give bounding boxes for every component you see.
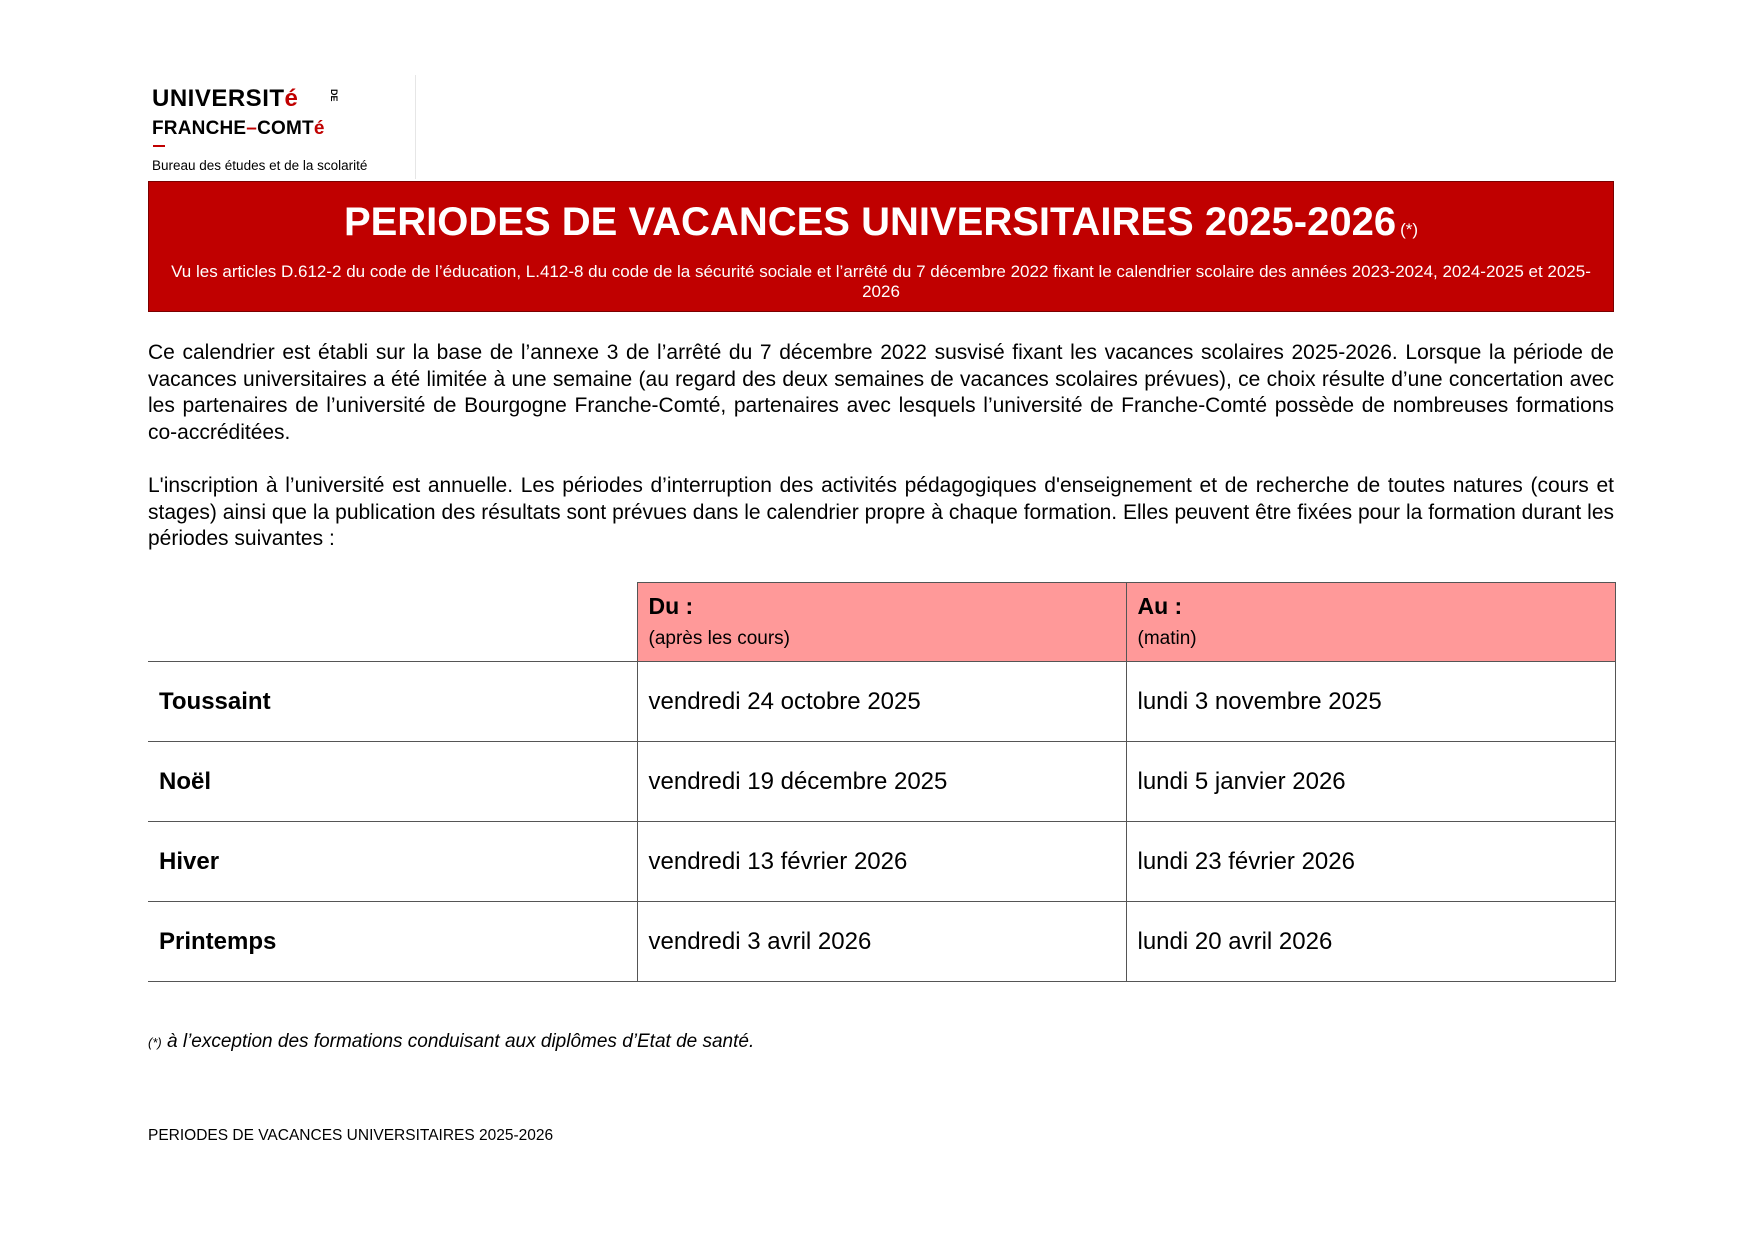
table-row xyxy=(148,662,1615,742)
header-from xyxy=(637,583,1126,662)
logo-line1-text: UNIVERSIT xyxy=(152,85,285,112)
period-to: lundi 5 janvier 2026 xyxy=(1126,742,1615,822)
logo-line2-text: FRANCHE xyxy=(152,118,247,139)
page-title xyxy=(149,198,1613,254)
table-row xyxy=(148,902,1615,982)
footnote-text: à l’exception des formations conduisant aux diplômes d’Etat de santé. xyxy=(161,1031,755,1052)
period-name: Hiver xyxy=(148,822,637,902)
footnote-marker: (*) xyxy=(148,1035,162,1050)
period-from: vendredi 19 décembre 2025 xyxy=(637,742,1126,822)
header-blank-cell xyxy=(148,583,637,662)
inscription-paragraph: L'inscription à l’université est annuelle. Les périodes d’interruption des activités pédagogiques d'enseignement et de recherche de toutes natures (cours et stages) ainsi que la publication des résultats sont prévues dans le calendrier propre à chaque formation. Elles peuvent être fixées pour la formation durant les périodes suivantes : xyxy=(148,474,1614,550)
header-to xyxy=(1126,583,1615,662)
header-from-note: (après les cours) xyxy=(648,628,790,649)
period-to: lundi 23 février 2026 xyxy=(1126,822,1615,902)
logo-red-dash xyxy=(153,145,165,147)
header-to-note: (matin) xyxy=(1137,628,1197,649)
logo-wordmark-universite xyxy=(152,87,298,111)
logo-line2-dash: – xyxy=(246,118,258,139)
logo-subtitle: Bureau des études et de la scolarité xyxy=(152,158,368,173)
table-row xyxy=(148,822,1615,902)
logo-line2-mid: COMT xyxy=(257,118,314,139)
logo-line1-accent: é xyxy=(284,85,299,112)
university-logo xyxy=(149,75,416,179)
footnote xyxy=(148,1031,754,1053)
period-from: vendredi 13 février 2026 xyxy=(637,822,1126,902)
table-header-row xyxy=(148,583,1615,662)
table-row xyxy=(148,742,1615,822)
period-name: Printemps xyxy=(148,902,637,982)
logo-line2-accent: é xyxy=(313,118,325,139)
header-from-label: Du : xyxy=(648,593,694,619)
period-to: lundi 3 novembre 2025 xyxy=(1126,662,1615,742)
period-name: Noël xyxy=(148,742,637,822)
page-title-text: PERIODES DE VACANCES UNIVERSITAIRES 2025-2026 xyxy=(343,200,1397,244)
title-banner xyxy=(148,181,1614,312)
page-footer: PERIODES DE VACANCES UNIVERSITAIRES 2025-2026 xyxy=(148,1127,554,1144)
banner-subtitle: Vu les articles D.612-2 du code de l’éducation, L.412-8 du code de la sécurité sociale et l’arrêté du 7 décembre 2022 fixant le calendrier scolaire des années 2023-2024, 2024-2025 et 2025-2026 xyxy=(171,262,1591,301)
logo-wordmark-franche-comte xyxy=(152,119,325,138)
period-name: Toussaint xyxy=(148,662,637,742)
period-to: lundi 20 avril 2026 xyxy=(1126,902,1615,982)
header-to-label: Au : xyxy=(1137,593,1183,619)
intro-paragraph: Ce calendrier est établi sur la base de l’annexe 3 de l’arrêté du 7 décembre 2022 susvisé fixant les vacances scolaires 2025-2026. Lorsque la période de vacances universitaires a été limitée à une semaine (au regard des deux semaines de vacances scolaires prévues), ce choix résulte d’une concertation avec les partenaires de l’université de Bourgogne Franche-Comté, partenaires avec lesquels l’université de Franche-Comté possède de nombreuses formations co-accréditées. xyxy=(148,341,1614,444)
period-from: vendredi 24 octobre 2025 xyxy=(637,662,1126,742)
vacation-periods-table xyxy=(148,582,1616,982)
title-footnote-marker: (*) xyxy=(1400,220,1419,239)
period-from: vendredi 3 avril 2026 xyxy=(637,902,1126,982)
logo-de: DE xyxy=(329,89,339,102)
